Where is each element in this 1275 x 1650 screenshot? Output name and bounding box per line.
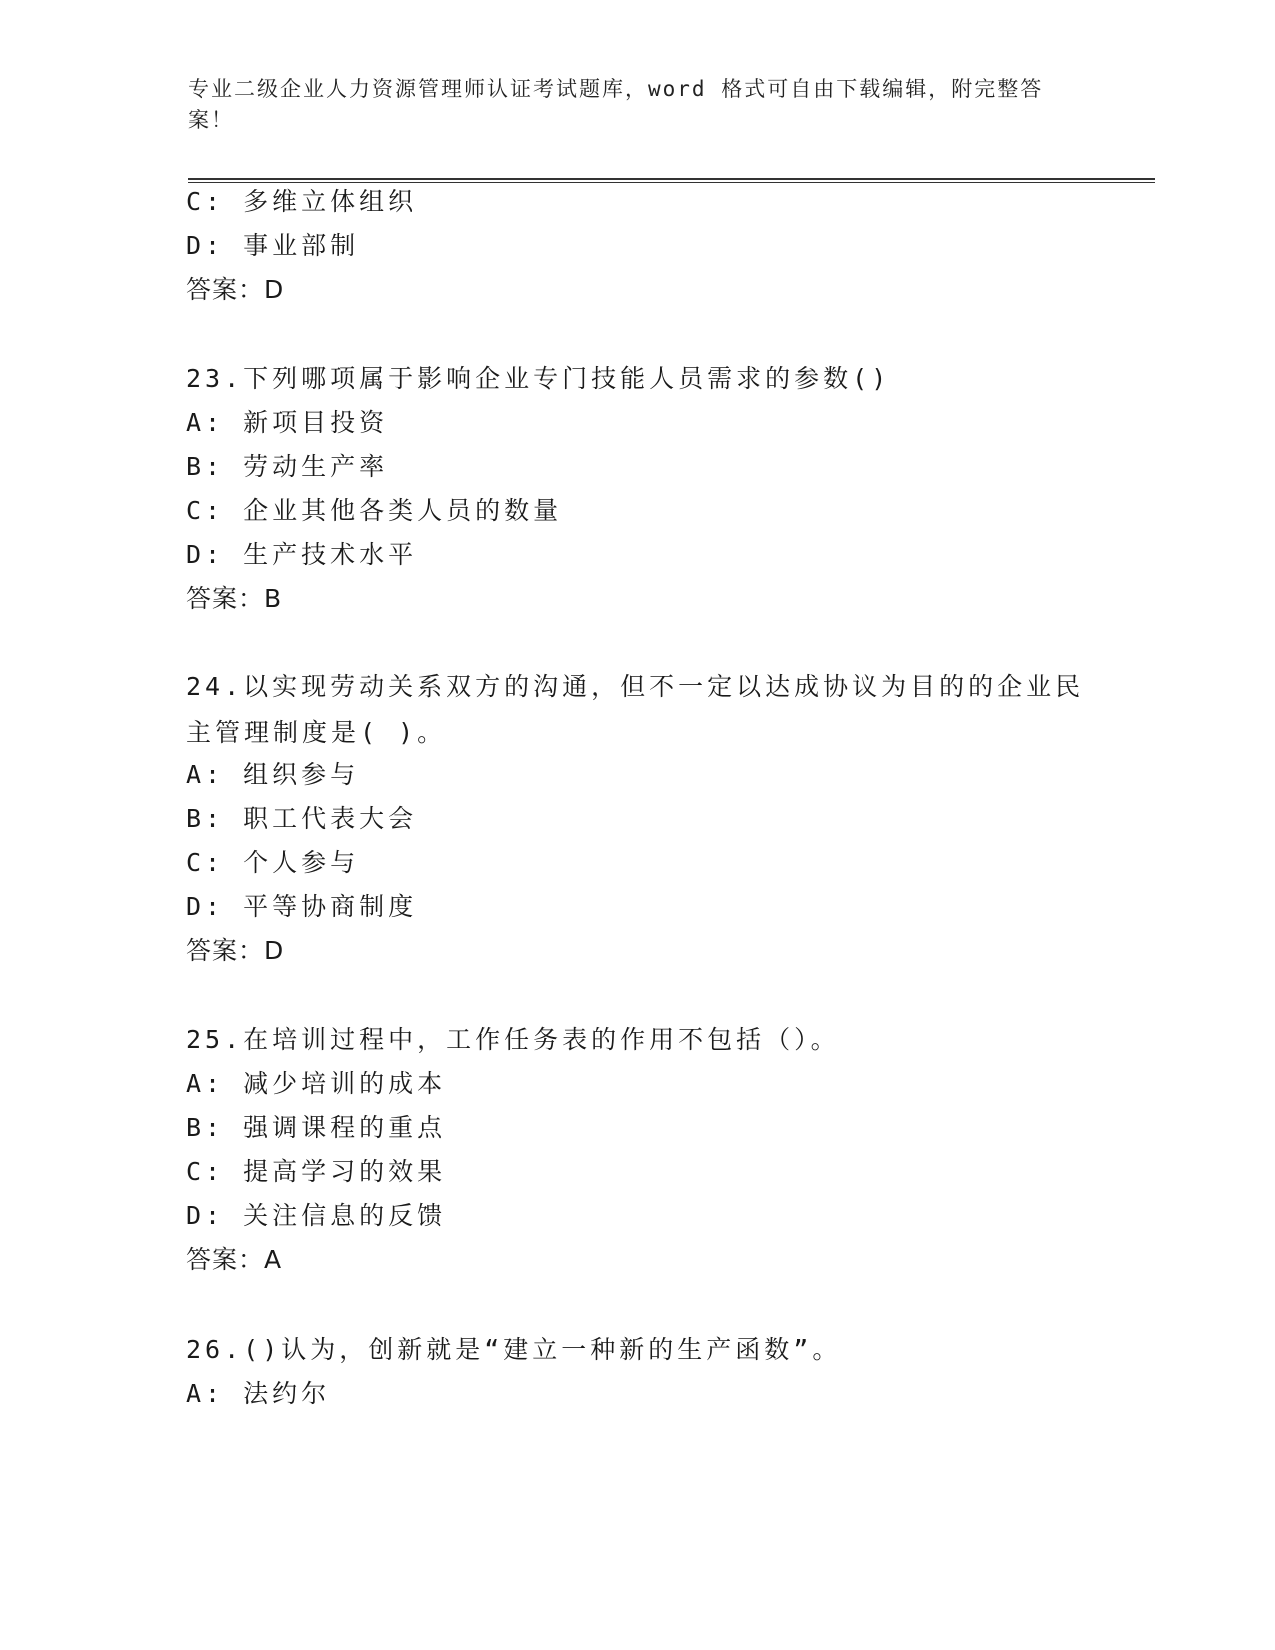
q25-question: 25.在培训过程中，工作任务表的作用不包括（）。 bbox=[186, 1025, 840, 1054]
q25-option-a: A: 减少培训的成本 bbox=[186, 1069, 447, 1098]
q23-option-a: A: 新项目投资 bbox=[186, 408, 389, 437]
q24-option-c: C: 个人参与 bbox=[186, 848, 360, 877]
q26-option-a: A: 法约尔 bbox=[186, 1379, 331, 1408]
q22-answer: 答案：D bbox=[186, 275, 285, 304]
q22-option-d: D: 事业部制 bbox=[186, 231, 360, 260]
q24-question: 24.以实现劳动关系双方的沟通，但不一定以达成协议为目的的企业民主管理制度是( )。 bbox=[186, 672, 1085, 747]
q23-option-d: D: 生产技术水平 bbox=[186, 540, 418, 569]
q24-answer: 答案：D bbox=[186, 936, 285, 965]
q23-answer: 答案：B bbox=[186, 584, 283, 613]
q24-option-d: D: 平等协商制度 bbox=[186, 892, 418, 921]
q25-option-d: D: 关注信息的反馈 bbox=[186, 1201, 447, 1230]
header-divider bbox=[188, 178, 1155, 183]
q25-option-c: C: 提高学习的效果 bbox=[186, 1157, 447, 1186]
document-header: 专业二级企业人力资源管理师认证考试题库，word 格式可自由下载编辑，附完整答案！ bbox=[188, 77, 1044, 132]
q24-option-b: B: 职工代表大会 bbox=[186, 804, 418, 833]
q25-option-b: B: 强调课程的重点 bbox=[186, 1113, 447, 1142]
q26-question: 26.()认为，创新就是“建立一种新的生产函数”。 bbox=[186, 1335, 842, 1364]
q23-option-c: C: 企业其他各类人员的数量 bbox=[186, 496, 563, 525]
q23-option-b: B: 劳动生产率 bbox=[186, 452, 389, 481]
q22-option-c: C: 多维立体组织 bbox=[186, 187, 418, 216]
q24-option-a: A: 组织参与 bbox=[186, 760, 360, 789]
q23-question: 23.下列哪项属于影响企业专门技能人员需求的参数() bbox=[186, 364, 891, 393]
q25-answer: 答案：A bbox=[186, 1245, 283, 1274]
